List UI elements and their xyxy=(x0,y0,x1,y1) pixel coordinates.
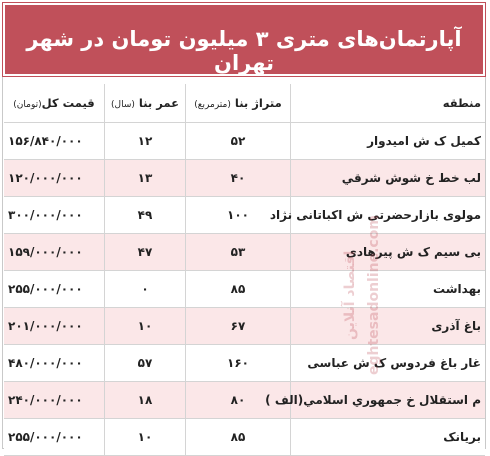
watermark-logo: اقتصاد آنلاین eghtesadonline.com xyxy=(342,215,382,375)
cell-price: ۱۲۰/۰۰۰/۰۰۰ xyxy=(4,160,105,197)
table-row xyxy=(4,419,485,456)
cell-area: ۱۰۰ xyxy=(186,197,291,234)
cell-price: ۲۰۱/۰۰۰/۰۰۰ xyxy=(4,308,105,345)
page-title: آپارتمان‌های متری ۳ میلیون تومان در شهر تهران xyxy=(26,27,462,75)
cell-price: ۲۴۰/۰۰۰/۰۰۰ xyxy=(4,382,105,419)
cell-age: ۴۷ xyxy=(105,234,186,271)
cell-area: ۶۷ xyxy=(186,308,291,345)
header-price: قیمت کل(تومان) xyxy=(4,84,105,123)
cell-region: باغ آذری xyxy=(291,308,486,345)
table-row xyxy=(4,123,485,160)
cell-age: ۱۰ xyxy=(105,419,186,456)
cell-area: ۱۶۰ xyxy=(186,345,291,382)
cell-price: ۱۵۹/۰۰۰/۰۰۰ xyxy=(4,234,105,271)
table-header-row xyxy=(4,84,485,123)
table-row xyxy=(4,197,485,234)
cell-area: ۸۰ xyxy=(186,382,291,419)
table-row xyxy=(4,345,485,382)
table-row xyxy=(4,234,485,271)
cell-area: ۴۰ xyxy=(186,160,291,197)
header-area: متراژ بنا (مترمربع) xyxy=(186,84,291,123)
table-row xyxy=(4,160,485,197)
cell-region: کمیل ک ش امیدوار xyxy=(291,123,486,160)
table-row xyxy=(4,382,485,419)
cell-age: ۱۸ xyxy=(105,382,186,419)
cell-age: ۱۰ xyxy=(105,308,186,345)
cell-price: ۴۸۰/۰۰۰/۰۰۰ xyxy=(4,345,105,382)
table-row xyxy=(4,308,485,345)
cell-area: ۸۵ xyxy=(186,271,291,308)
header-region: منطقه xyxy=(291,84,486,123)
cell-age: ۴۹ xyxy=(105,197,186,234)
apartment-price-table xyxy=(4,84,485,456)
cell-region: بهداشت xyxy=(291,271,486,308)
cell-age: ۱۳ xyxy=(105,160,186,197)
cell-price: ۳۰۰/۰۰۰/۰۰۰ xyxy=(4,197,105,234)
cell-age: ۵۷ xyxy=(105,345,186,382)
cell-price: ۲۵۵/۰۰۰/۰۰۰ xyxy=(4,271,105,308)
cell-area: ۵۳ xyxy=(186,234,291,271)
cell-region: غار باغ فردوس ک ش عباسی xyxy=(291,345,486,382)
cell-age: ۰ xyxy=(105,271,186,308)
cell-area: ۵۲ xyxy=(186,123,291,160)
cell-area: ۸۵ xyxy=(186,419,291,456)
cell-price: ۲۵۵/۰۰۰/۰۰۰ xyxy=(4,419,105,456)
cell-region: لب خط خ شوش شرقي xyxy=(291,160,486,197)
cell-price: ۱۵۶/۸۴۰/۰۰۰ xyxy=(4,123,105,160)
cell-region: م استقلال خ جمهوري اسلامي(الف ) xyxy=(291,382,486,419)
cell-region: بی سیم ک ش پیرهادی xyxy=(291,234,486,271)
header-age: عمر بنا (سال) xyxy=(105,84,186,123)
table-row xyxy=(4,271,485,308)
cell-age: ۱۲ xyxy=(105,123,186,160)
title-banner xyxy=(3,3,485,76)
cell-region: بريانک xyxy=(291,419,486,456)
cell-region: مولوی بازارحضرتی ش اکباتانی نژاد xyxy=(291,197,486,234)
